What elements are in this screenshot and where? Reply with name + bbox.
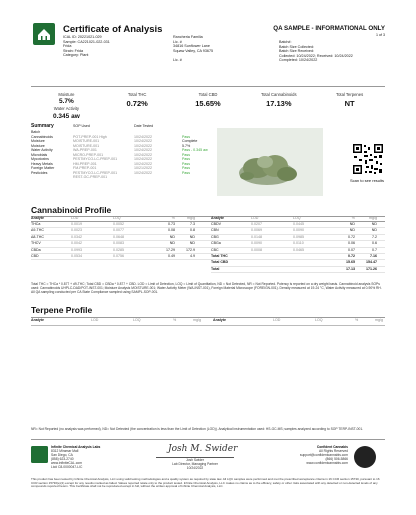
table-cell: 0.0756	[113, 254, 124, 259]
row-label: Cannabinoids	[31, 134, 53, 139]
table-cell: CBDV	[211, 222, 221, 226]
row-result: Pass	[182, 152, 190, 157]
table-cell: 0.0023	[71, 228, 82, 233]
header-cell: LOD	[91, 318, 99, 322]
table-cell: 0.72	[348, 254, 355, 259]
page-title: Certificate of Analysis	[63, 24, 163, 35]
table-cell: 0.0985	[293, 234, 304, 239]
table-cell: 0.0648	[113, 234, 124, 239]
row-sop: REST-GC-PREP-001	[73, 175, 108, 179]
row-result: Pass - 0.345 aw	[182, 148, 208, 152]
header-cell: LOQ	[113, 216, 121, 220]
table-cell	[293, 260, 333, 265]
qr-code[interactable]	[352, 143, 384, 175]
row-result: 5.7%	[182, 143, 191, 148]
table-cell: 172.9	[186, 247, 195, 252]
row-sop: MICRO-PREP-001	[73, 152, 104, 157]
row-sop: MOISTURE-001	[73, 139, 100, 143]
summary-moisture: Moisture 5.7% Water Activity 0.345 aw	[53, 92, 80, 120]
signature: Josh M. Swider	[168, 444, 238, 454]
row-sop: WA-PREP-001	[73, 148, 97, 152]
table-cell: 7.16	[370, 254, 377, 259]
summary-total-terpenes: Total Terpenes NT	[336, 92, 364, 109]
lab-logo	[33, 23, 55, 45]
row-result: Pass	[182, 170, 190, 175]
row-label: Moisture	[31, 143, 45, 148]
row-sop: PESTMYCO-LC-PREP-001	[73, 157, 118, 161]
header-cell: LOD	[273, 318, 281, 322]
table-cell: 0.0148	[251, 234, 262, 239]
table-cell: 0.0019	[71, 222, 82, 226]
header-cell: LOD	[251, 216, 259, 220]
batch-info: Batch#: Batch Size Collected: Batch Size Received: Collected: 10/24/2022; Received: 10/24/2022 Completed: 10/24/2022	[279, 40, 353, 63]
table-cell: 0.06	[348, 241, 355, 246]
table-row	[211, 267, 385, 273]
table-cell: 0.07	[348, 247, 355, 252]
cannabinoid-title: Cannabinoid Profile	[31, 205, 112, 215]
row-label	[31, 175, 73, 180]
lab-logo-small	[31, 446, 48, 463]
table-cell	[293, 267, 333, 272]
summary-total-cbd: Total CBD 15.65%	[195, 92, 221, 109]
table-cell: ND	[371, 222, 377, 226]
header-cell: %	[351, 216, 355, 220]
table-cell: 0.0993	[71, 247, 82, 252]
header-cell: Analyte	[31, 216, 44, 220]
row-date	[134, 175, 182, 180]
table-cell: ND	[349, 222, 355, 226]
table-cell: Total	[211, 266, 220, 271]
row-result: Complete	[182, 139, 198, 143]
row-label: Batch	[31, 130, 41, 134]
table-cell: 0.6	[372, 241, 377, 246]
disclaimer: This product has been tested by Infinite Chemical Analysis, LLC using valid testing methodologies and a quality system as required by state law. All LQC samples were performed and met the prescribed acceptance criteria in 16 CCR section 15730, pursuant to 16 CCR section 15730(e)(1) except for any results marked as failed. Values reported relate only to the product tested. Infinite Chemical Analysis, LLC makes no claims as to the efficacy, safety or other risks associated with any detected or non-detected levels of any compounds reported herein. This Certificate shall not be reproduced except in full, without the written approval of Infinite Chemical Analysis, LLC.	[31, 477, 380, 489]
row-result: Pass	[182, 161, 190, 166]
table-cell: CBG	[211, 234, 219, 239]
terpene-table-header	[31, 318, 385, 323]
lab-address: Infinite Chemical Analysis Labs 8312 Miramar Mall San Diego, CA (858) 623-2740 www.infiniteCAL.com Lic# C8-0000047-LIC	[51, 445, 101, 470]
sample-photo	[217, 128, 323, 196]
table-cell: 0.0083	[113, 241, 124, 246]
table-cell: 0.0077	[113, 228, 124, 233]
summary-row	[31, 92, 385, 121]
table-cell: 0.0207	[251, 222, 262, 226]
table-cell: ND	[371, 228, 377, 233]
table-cell: 17.13	[346, 266, 355, 271]
row-label: Microbials	[31, 152, 48, 157]
table-cell: 0.73	[168, 222, 175, 226]
header-cell: LOQ	[315, 318, 323, 322]
row-result	[182, 175, 211, 180]
header-cell: Analyte	[31, 318, 44, 322]
table-cell: 0.0534	[71, 254, 82, 259]
row-sop: MOISTURE-001	[73, 143, 100, 148]
table-cell: CBDa	[31, 247, 41, 252]
row-result: Pass	[182, 166, 190, 170]
header-cell: LOQ	[133, 318, 141, 322]
table-cell: Δ8-THC	[31, 234, 44, 239]
table-cell	[251, 260, 293, 265]
header-cell: LOQ	[293, 216, 301, 220]
table-cell: CBN	[211, 228, 219, 233]
table-cell: 0.72	[348, 234, 355, 239]
row-label: Mycotoxins	[31, 157, 49, 161]
table-cell: 0.7	[372, 247, 377, 252]
row-label: Moisture	[31, 139, 45, 143]
header-cell: mg/g	[369, 216, 377, 220]
row-result: Pass	[182, 157, 190, 161]
table-header	[31, 318, 385, 323]
table-cell: THCV	[31, 241, 41, 246]
table-cell: 0.08	[168, 228, 175, 233]
row-label: Foreign Matter	[31, 166, 55, 170]
footer-note: NR= Not Reported (no analysis was performed), ND= Not Detected (the concentration is less than the Limit of Detection (LOD)). Analytical instrumentation used: HS-GC-MS; samples analyzed according to SOP TERP-INST-001.	[31, 427, 364, 431]
summary-total-thc: Total THC 0.72%	[126, 92, 148, 109]
sop-header: SOP Used	[73, 124, 90, 128]
divider	[31, 439, 385, 440]
table-cell: 0.0465	[293, 247, 304, 252]
table-cell: CBGa	[211, 241, 221, 246]
row-sop: FM-PREP-001	[73, 166, 97, 170]
table-cell: Total CBD	[211, 260, 229, 265]
table-cell: CBC	[211, 247, 219, 252]
row-sop: PESTMYCO-LC-PREP-001	[73, 170, 118, 175]
table-cell: 0.0285	[113, 247, 124, 252]
table-cell: 15.65	[346, 260, 355, 265]
table-cell: 0.0090	[251, 241, 262, 246]
table-cell: ND	[189, 241, 195, 246]
table-cell: 0.0090	[293, 228, 304, 233]
header-cell: mg/g	[187, 216, 195, 220]
table-cell: 0.0110	[293, 241, 304, 246]
summary-table	[31, 130, 211, 180]
cannabinoid-note: Total THC = THCa * 0.877 + d9-THC; Total CBD = CBDa * 0.877 + CBD. LOD = Limit of Detection, LOQ = Limit of Quantitation, ND = Not Detected, NR = Not Reported. Potency is reported on a dry weight basis. Cannabinoid analysis SOPs used: Cannabinoids UHPLC-DAD/POT-INST-001; Moisture Analysis MOISTURE-001; Water Activity Meter (WA-INST-001), Foreign Material Microscope (FOREIGN-001). Density measured at 19-24 °C, Water Activity measured at 0-90% RH. All QA sampling conducted per CA State Compliance sampled using SAMPL-SOP-001.	[31, 282, 382, 295]
table-cell: 7.2	[372, 234, 377, 239]
terpene-title: Terpene Profile	[31, 305, 93, 315]
table-cell	[251, 267, 293, 272]
table-row	[31, 254, 216, 260]
table-cell: 0.0008	[251, 247, 262, 252]
row-date: 10/24/2022	[134, 161, 152, 166]
table-cell	[293, 254, 333, 259]
table-cell: 0.0342	[71, 234, 82, 239]
row-label: Heavy Metals	[31, 161, 53, 166]
header-cell: Analyte	[213, 318, 226, 322]
table-cell: Total THC	[211, 254, 228, 259]
table-row	[31, 175, 211, 180]
table-cell: ND	[169, 241, 175, 246]
row-date: 10/24/2022	[134, 157, 152, 161]
date-header: Date Tested	[134, 124, 154, 128]
table-cell: 0.0069	[251, 228, 262, 233]
table-cell: 0.0445	[293, 222, 304, 226]
table-cell: 0.0042	[71, 241, 82, 246]
header-cell: Analyte	[211, 216, 224, 220]
contact-info: Confident Cannabis All Rights Reserved support@confidentcannabis.com (866) 506-5866 www.confidentcannabis.com	[299, 445, 348, 466]
divider	[31, 86, 385, 87]
table-cell: 0.8	[190, 228, 195, 233]
table-cell: 17.29	[166, 247, 175, 252]
table-cell	[251, 254, 293, 259]
table-cell: CBD	[31, 254, 39, 259]
row-date: 10/24/2022	[134, 148, 152, 152]
table-cell: 7.3	[190, 222, 195, 226]
client-info: Rancheria Familia Lic. # 34816 Sunflower Lane Squaw Valley, CA 93675 Lic. #	[173, 35, 214, 62]
header-cell: %	[355, 318, 359, 322]
cannabinoid-table-right	[211, 216, 385, 273]
row-sop: POT-PREP-001 High	[73, 134, 107, 139]
row-sop: HM-PREP-001	[73, 161, 97, 166]
table-cell: THCa	[31, 222, 41, 226]
row-label: Water Activity	[31, 148, 53, 152]
header-cell: %	[173, 318, 177, 322]
row-result: Pass	[182, 134, 190, 139]
row-date: 10/21/2022	[134, 166, 152, 170]
table-cell: Δ9-THC	[31, 228, 44, 233]
table-cell: ND	[189, 234, 195, 239]
cannabinoid-table-left	[31, 216, 216, 260]
qa-sample-label: QA SAMPLE - INFORMATIONAL ONLY	[273, 25, 385, 32]
table-cell: 0.49	[168, 254, 175, 259]
table-cell: 154.47	[366, 260, 377, 265]
signer-info: Josh Swider Lab Director, Managing Partner 10/24/2022	[172, 458, 218, 471]
qr-caption: Scan to see results	[350, 178, 385, 183]
row-date: 10/24/2022	[134, 152, 152, 157]
header-cell: LOD	[71, 216, 79, 220]
summary-title: Summary	[31, 123, 54, 129]
summary-total-cannabinoids: Total Cannabinoids 17.13%	[260, 92, 297, 109]
table-cell: ND	[169, 234, 175, 239]
cc-logo	[354, 446, 376, 468]
page-number: 1 of 3	[376, 33, 385, 37]
header-cell: %	[171, 216, 175, 220]
header-cell: mg/g	[193, 318, 201, 322]
sample-info: ICAL ID: 20221021-029 Sample: CA221021-022-031 Frida Strain: Frida Category: Plant	[63, 35, 110, 58]
row-date: 10/24/2022	[134, 143, 152, 148]
row-date: 10/24/2022	[134, 139, 152, 143]
table-cell: 0.0052	[113, 222, 124, 226]
table-cell: 4.9	[190, 254, 195, 259]
header-cell: mg/g	[375, 318, 383, 322]
row-date: 10/24/2022	[134, 134, 152, 139]
row-label: Pesticides	[31, 170, 48, 175]
row-date: 10/24/2022	[134, 170, 152, 175]
table-cell: ND	[349, 228, 355, 233]
table-cell: 171.26	[366, 266, 377, 271]
